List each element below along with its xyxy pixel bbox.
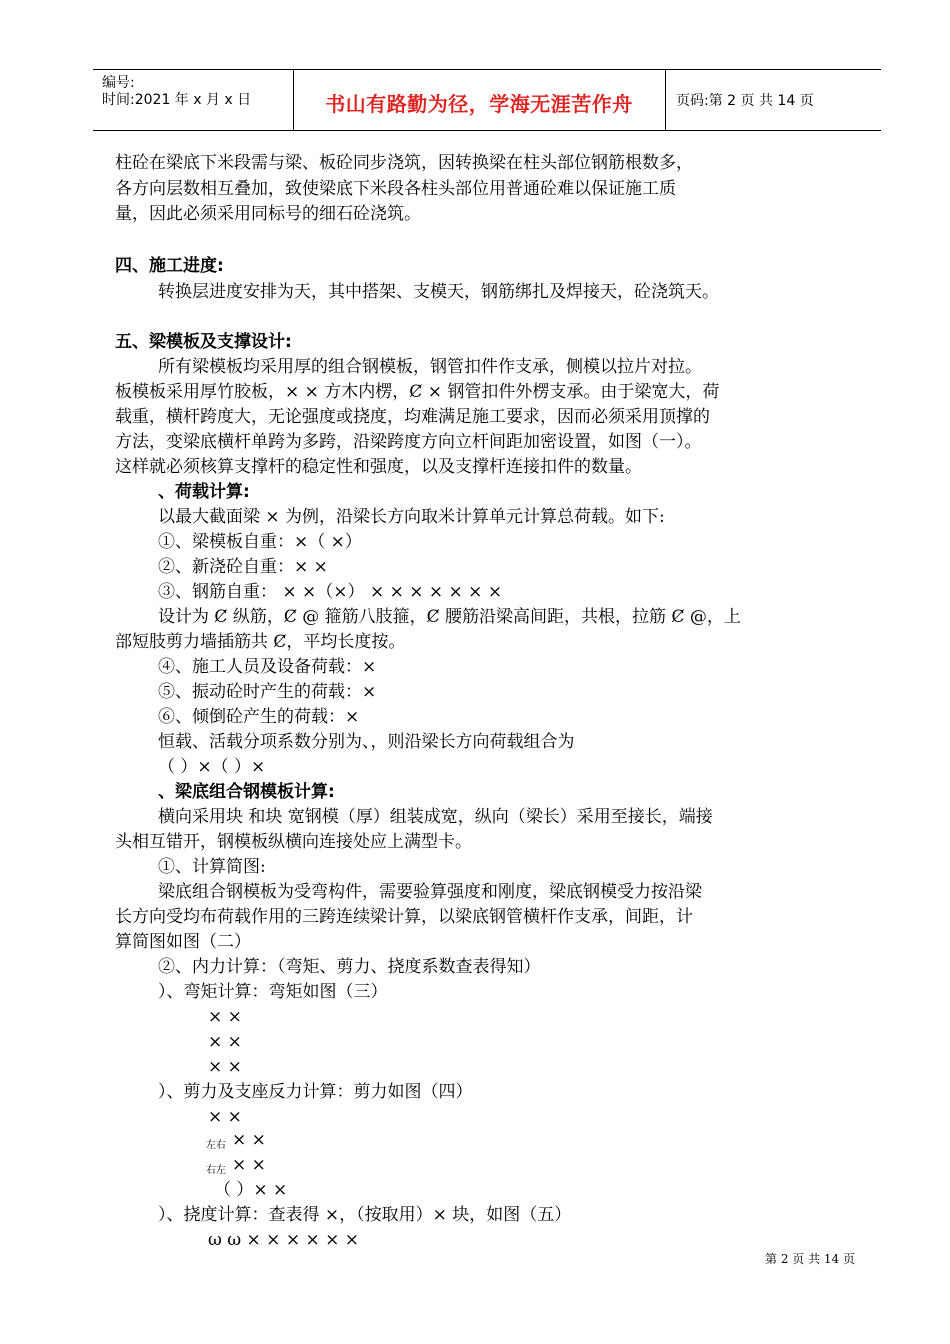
body-line: 柱砼在梁底下米段需与梁、板砼同步浇筑，因转换梁在柱头部位钢筋根数多，	[115, 153, 693, 173]
load-item: ③、钢筋自重： × ×（×） × × × × × × ×	[158, 582, 503, 602]
body-line: 设计为 Ȼ 纵筋，Ȼ @ 箍筋八肢箍，Ȼ 腰筋沿梁高间距，共根，拉筋 Ȼ @，上	[158, 607, 741, 627]
subsection-heading-load: 、荷载计算:	[158, 482, 250, 502]
body-line: 所有梁模板均采用厚的组合钢模板，钢管扣件作支承，侧模以拉片对拉。	[158, 357, 702, 377]
footer-page-number: 第 2 页 共 14 页	[765, 1252, 855, 1266]
body-line: 载重，横杆跨度大，无论强度或挠度，均难满足施工要求，因而必须采用顶撑的	[115, 407, 710, 427]
load-item: ②、新浇砼自重：× ×	[158, 557, 328, 577]
body-line: 头相互错开，钢模板纵横向连接处应上满型卡。	[115, 832, 472, 852]
body-line: ）、弯矩计算：弯矩如图（三）	[158, 982, 388, 1002]
header-meta-cell	[93, 70, 294, 130]
header-motto: 书山有路勤为径，学海无涯苦作舟	[325, 92, 633, 116]
page-header	[93, 69, 881, 131]
document-number-label: 编号:	[102, 75, 135, 91]
body-line: 横向采用块 和块 宽钢模（厚）组装成宽，纵向（梁长）采用至接长，端接	[158, 807, 713, 827]
body-line: 这样就必须核算支撑杆的稳定性和强度，以及支撑杆连接扣件的数量。	[115, 457, 642, 477]
formula-line: × ×	[208, 1057, 242, 1077]
body-line: 以最大截面梁 × 为例，沿梁长方向取米计算单元计算总荷载。如下:	[158, 507, 665, 527]
formula-subscript: 右左	[206, 1165, 226, 1176]
formula-line: （ ）×（ ）×	[158, 757, 266, 777]
header-motto-cell	[293, 70, 666, 130]
document-time-label: 时间:2021 年 x 月 x 日	[102, 92, 252, 108]
body-line: ）、剪力及支座反力计算：剪力如图（四）	[158, 1082, 473, 1102]
formula-line: × ×	[232, 1130, 266, 1150]
section-heading-schedule: 四、施工进度:	[115, 256, 224, 276]
body-line: 各方向层数相互叠加，致使梁底下米段各柱头部位用普通砼难以保证施工质	[115, 179, 676, 199]
load-item: ①、梁模板自重：×（ ×）	[158, 532, 362, 552]
formula-line: × ×	[208, 1107, 242, 1127]
body-line: 部短肢剪力墙插筋共 Ȼ，平均长度按。	[115, 632, 406, 652]
body-line: 恒载、活载分项系数分别为、，则沿梁长方向荷载组合为	[158, 732, 575, 752]
body-line: 算简图如图（二）	[115, 932, 251, 952]
header-page-cell	[666, 70, 881, 130]
formula-line: × ×	[208, 1032, 242, 1052]
body-line: 量，因此必须采用同标号的细石砼浇筑。	[115, 204, 421, 224]
body-line: 梁底组合钢模板为受弯构件，需要验算强度和刚度，梁底钢模受力按沿梁	[158, 882, 702, 902]
body-line: 转换层进度安排为天，其中搭架、支模天，钢筋绑扎及焊接天，砼浇筑天。	[158, 282, 719, 302]
load-item: ④、施工人员及设备荷载：×	[158, 657, 377, 677]
formula-subscript: 左右	[206, 1140, 226, 1151]
body-line: 板模板采用厚竹胶板，× × 方木内楞，Ȼ × 钢管扣件外楞支承。由于梁宽大，荷	[115, 382, 720, 402]
body-line: 长方向受均布荷载作用的三跨连续梁计算，以梁底钢管横杆作支承，间距，计	[115, 907, 693, 927]
section-heading-formwork: 五、梁模板及支撑设计:	[115, 332, 292, 352]
subsection-heading-bottom-formwork: 、梁底组合钢模板计算:	[158, 782, 335, 802]
body-line: ）、挠度计算：查表得 ×，（按取用）× 块，如图（五）	[158, 1205, 572, 1225]
body-line: 方法，变梁底横杆单跨为多跨，沿梁跨度方向立杆间距加密设置，如图（一）。	[115, 432, 702, 452]
formula-line: ω ω × × × × × ×	[208, 1230, 360, 1250]
formula-line: （ ）× ×	[214, 1180, 288, 1200]
header-page-number: 页码:第 2 页 共 14 页	[676, 93, 814, 109]
load-item: ⑤、振动砼时产生的荷载：×	[158, 682, 377, 702]
load-item: ⑥、倾倒砼产生的荷载：×	[158, 707, 360, 727]
formula-line: × ×	[208, 1007, 242, 1027]
formula-line: × ×	[232, 1155, 266, 1175]
body-line: ①、计算简图:	[158, 857, 266, 877]
body-line: ②、内力计算：（弯矩、剪力、挠度系数查表得知）	[158, 957, 541, 977]
